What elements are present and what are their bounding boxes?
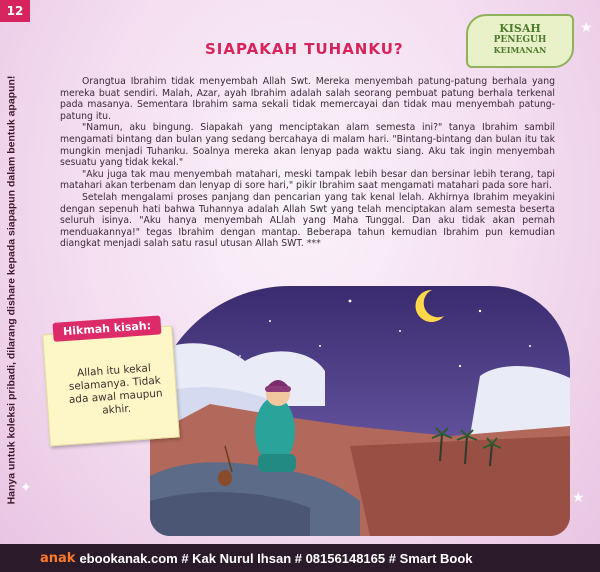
story-text <box>60 76 555 250</box>
footer-text: ebookanak.com # Kak Nurul Ihsan # 08156148165 # Smart Book <box>79 550 473 566</box>
page-title: SIAPAKAH TUHANKU? <box>205 40 404 58</box>
badge-line1: KISAH <box>499 22 541 35</box>
hikmah-note <box>42 319 179 447</box>
story-paragraph: "Namun, aku bingung. Siapakah yang menciptakan alam semesta ini?" tanya Ibrahim sambil mengamati bintang dan bulan yang sedang bercahaya di malam hari. "Bintang-bintang dan bulan itu tak mungkin menjadi Tuhanku. Soalnya mereka akan lenyap pada waktu siang. Aku tak ingin menyembah sesuatu yang tidak kekal." <box>60 122 555 169</box>
star-icon: ★ <box>580 20 593 36</box>
side-note <box>4 40 18 540</box>
story-paragraph: Setelah mengalami proses panjang dan pencarian yang tak kenal lelah. Akhirnya Ibrahim meyakini dengan sepenuh hati bahwa Tuhannya adalah Allah Swt yang telah menciptakan alam semesta beserta seluruh isinya. "Aku hanya menyembah ALlah yang Maha Tunggal. Dan aku tidak akan pernah menduakannya!" tegas Ibrahim dengan mantap. Beberapa tahun kemudian Ibrahim pun kemudian diangkat menjadi salah satu rasul utusan Allah SWT. *** <box>60 191 555 250</box>
story-paragraph: "Aku juga tak mau menyembah matahari, meski tampak lebih besar dan bersinar lebih terang, tapi matahari akan terbenam dan lenyap di sore hari," pikir Ibrahim saat mengamati matahari pada sore hari. <box>60 168 555 192</box>
badge-line3: KEIMANAN <box>493 45 547 55</box>
star-icon: ✦ <box>20 480 32 496</box>
footer-logo: anak <box>40 550 76 566</box>
page-number: 12 <box>0 0 30 22</box>
scene-svg <box>150 286 570 536</box>
series-badge <box>466 14 574 68</box>
hikmah-text: Allah itu kekal selamanya. Tidak ada awal maupun akhir. <box>68 362 163 417</box>
badge-line2: PENEGUH <box>493 35 547 45</box>
hikmah-label: Hikmah kisah: <box>52 315 161 341</box>
star-icon: ★ <box>572 490 585 506</box>
story-paragraph: Orangtua Ibrahim tidak menyembah Allah Swt. Mereka menyembah patung-patung berhala yang mereka buat sendiri. Malah, Azar, ayah Ibrahim adalah salah seorang pembuat patung berhala terkenal pada masanya. Sementara Ibrahim sama sekali tidak memercayai dan tidak mau menyembah patung-patung itu. <box>60 76 555 122</box>
side-note-text: Hanya untuk koleksi pribadi, dilarang dishare kepada siapapun dalam bentuk apapun! <box>5 75 18 505</box>
footer-bar <box>0 544 600 572</box>
night-scene-illustration <box>150 286 570 536</box>
